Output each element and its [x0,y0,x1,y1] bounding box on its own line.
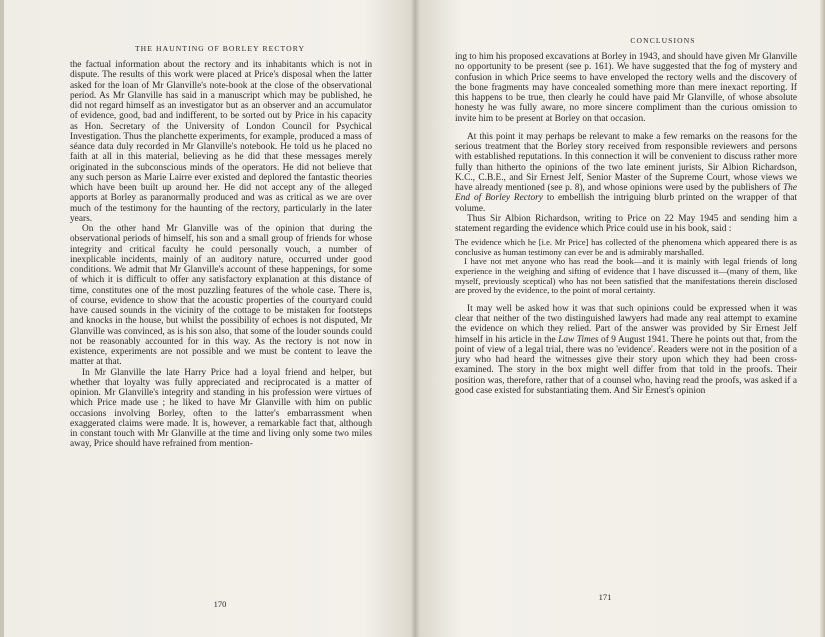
left-paragraph-1: the factual information about the rectory and its inhabitants which is not in dispute. The results of this work were placed at Price's disposal when the latter asked for the loan of Mr Glanville's note-book at the close of the observational period. As Mr Glanville has said in a manuscript which may be published, he did not regard himself as an investigator but as an observer and an accumulator of evidence, good, bad and indifferent, to be sorted out by Price in his capacity as Hon. Secretary of the University of London Council for Psychical Investigation. Thus the planchette experiments, for example, produced a mass of séance data duly recorded in Mr Glanville's notebook. He told us he placed no faith at all in this material, believing as he did that these messages merely originated in the subconscious minds of the operators. He did not believe that any such person as Marie Lairre ever existed and deplored the fantastic theories which have been built up around her. He did not accept any of the alleged apports at Borley as paranormally produced and was as critical as we are over much of the testimony for the haunting of the rectory, particularly in the later years. [70,60,372,224]
right-page [415,0,825,637]
book-title: The End of Borley Rectory [455,183,797,204]
running-head-left: THE HAUNTING OF BORLEY RECTORY [134,44,306,53]
right-page-body [455,52,797,396]
page-number-left: 170 [213,599,227,609]
quote-paragraph-2: I have not met anyone who has read the book—and it is mainly with legal friends of long experience in the weighing and sifting of evidence that I have discussed it—(many of them, like myself, previously sceptical) who has not been satisfied that the manifestations therein disclosed are proved by the evidence, to the point of moral certainty. [455,256,797,296]
periodical-title: Law Times [558,334,599,345]
left-page [0,0,410,637]
left-paragraph-3: In Mr Glanville the late Harry Price had a loyal friend and helper, but whether that loyalty was fully appreciated and reciprocated is a matter of opinion. Mr Glanville's integrity and standing in his profession were virtues of which Price made use ; he liked to have Mr Glanville with him on public occasions involving Borley, often to the latter's embarrassment when exaggerated claims were made. It is, however, a remarkable fact that, although in constant touch with Mr Glanville at the time and living only some two miles away, Price should have refrained from mention- [70,367,372,450]
right-paragraph-1: ing to him his proposed excavations at Borley in 1943, and should have given Mr Glanville no opportunity to be present (see p. 161). We have suggested that the fog of mystery and confusion in which Price seems to have enveloped the rectory wells and the discovery of the bone fragments may have concealed something more than mere inexact reporting. If this happens to be true, then clearly he could have paid Mr Glanville, of whose absolute honesty he was fully aware, no more sincere compliment than the curious omission to invite him to be present at Borley on that occasion. [455,52,797,124]
right-paragraph-4: It may well be asked how it was that such opinions could be expressed when it was clear that neither of the two distinguished lawyers had made any real attempt to examine the evidence on which they relied. Part of the answer was provided by Sir Ernest Jelf himself in his article in the Law Times of 9 August 1941. There he points out that, from the point of view of a legal trial, there was no 'evidence'. Readers were not in the position of a jury who had heard the witnesses give their story upon which they had been cross-examined. The story in the box might well differ from that told in the proofs. Their position was, therefore, rather that of a counsel who, having read the proofs, was asked if a good case existed for substantiating them. And Sir Ernest's opinion [455,303,797,396]
quote-paragraph-1: The evidence which he [i.e. Mr Price] has collected of the phenomena which appeared there is as conclusive as human testimony can ever be and is admirably marshalled. [455,237,797,257]
right-paragraph-3: Thus Sir Albion Richardson, writing to Price on 22 May 1945 and sending him a statement regarding the evidence which Price could use in his book, said : [455,213,797,234]
page-number-right: 171 [598,592,612,602]
left-page-body [70,60,372,450]
right-paragraph-2: At this point it may perhaps be relevant to make a few remarks on the reasons for the serious treatment that the Borley story received from responsible reviewers and persons with established reputations. In this connection it will be convenient to discuss rather more fully than hitherto the opinions of the two late eminent jurists, Sir Albion Richardson, K.C., C.B.E., and Sir Ernest Jelf, Senior Master of the Supreme Court, whose views we have already mentioned (see p. 8), and whose opinions were used by the publishers of The End of Borley Rectory to embellish the intriguing blurb printed on the wrapper of that volume. [455,131,797,214]
block-quote [455,238,797,296]
running-head-right: CONCLUSIONS [630,36,696,45]
left-paragraph-2: On the other hand Mr Glanville was of the opinion that during the observational periods of himself, his son and a small group of friends for whose integrity and critical faculty he could personally vouch, a number of inexplicable incidents, mainly of an auditory nature, occurred under good conditions. We admit that Mr Glanville's account of these happenings, for some of which it is difficult to offer any satisfactory explanation at this distance of time, constitutes one of the most puzzling features of the whole case. There is, of course, evidence to show that the acoustic properties of the courtyard could have caused sounds in the vicinity of the cottage to be mistaken for footsteps and knocks in the house, but whilst the possibility of echoes is not disputed, Mr Glanville was convinced, as is his son also, that some of the louder sounds could not be reasonably accounted for in this way. As the rectory is not now in existence, experiments are not possible and we must be content to leave the matter at that. [70,224,372,368]
